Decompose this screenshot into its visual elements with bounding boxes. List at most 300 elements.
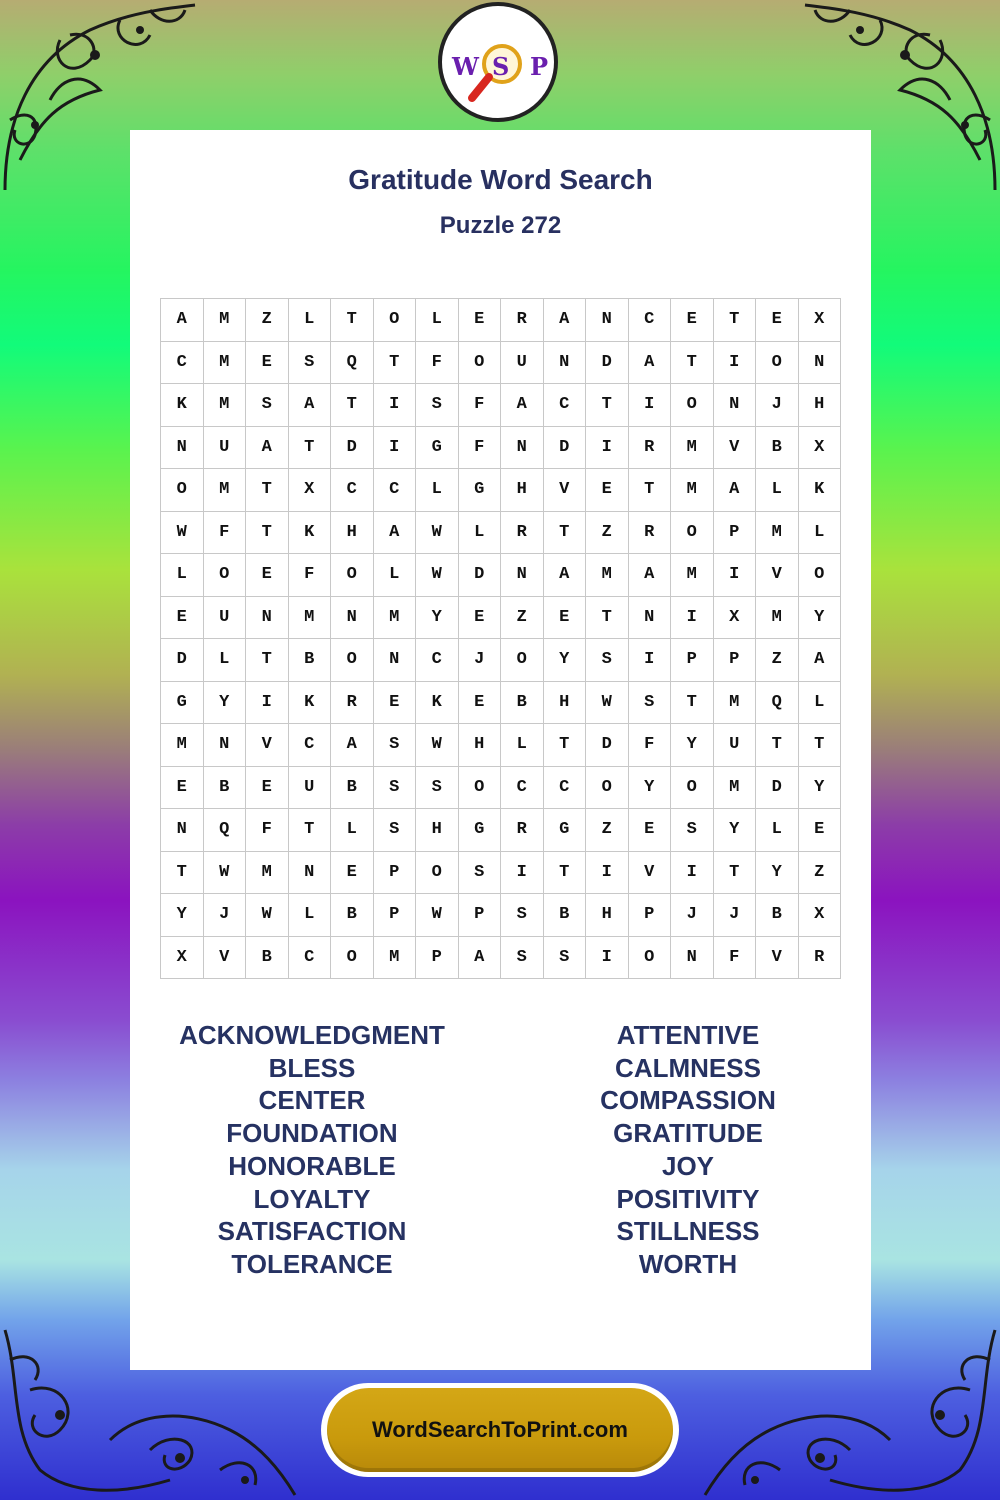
grid-cell[interactable]: P	[713, 511, 756, 554]
grid-cell[interactable]: H	[543, 681, 586, 724]
grid-cell[interactable]: V	[756, 554, 799, 597]
grid-cell[interactable]: C	[501, 766, 544, 809]
grid-cell[interactable]: H	[416, 809, 459, 852]
grid-cell[interactable]: D	[586, 341, 629, 384]
grid-cell[interactable]: M	[203, 299, 246, 342]
grid-cell[interactable]: M	[288, 596, 331, 639]
grid-cell[interactable]: K	[288, 511, 331, 554]
grid-cell[interactable]: W	[416, 554, 459, 597]
puzzle-number: Puzzle 272	[439, 212, 562, 239]
website-link-button[interactable]	[321, 1383, 679, 1477]
grid-row	[161, 809, 841, 852]
grid-cell[interactable]: P	[373, 851, 416, 894]
grid-cell[interactable]: F	[458, 384, 501, 427]
grid-row	[161, 384, 841, 427]
letter-grid	[160, 298, 841, 979]
grid-cell[interactable]: P	[671, 639, 714, 682]
grid-cell[interactable]: V	[246, 724, 289, 767]
grid-cell[interactable]: N	[331, 596, 374, 639]
grid-cell[interactable]: V	[713, 426, 756, 469]
grid-cell[interactable]: Z	[501, 596, 544, 639]
grid-cell[interactable]: T	[543, 851, 586, 894]
word-list-item: HONORABLE	[228, 1150, 396, 1181]
grid-cell[interactable]: H	[586, 894, 629, 937]
grid-cell[interactable]: B	[501, 681, 544, 724]
grid-cell[interactable]: T	[246, 469, 289, 512]
grid-cell[interactable]: O	[756, 341, 799, 384]
grid-cell[interactable]: T	[543, 511, 586, 554]
page-title: Gratitude Word Search	[348, 164, 653, 195]
grid-cell[interactable]: R	[628, 426, 671, 469]
grid-cell[interactable]: H	[798, 384, 841, 427]
grid-cell[interactable]: C	[288, 936, 331, 979]
grid-cell[interactable]: W	[203, 851, 246, 894]
grid-cell[interactable]: T	[713, 851, 756, 894]
grid-cell[interactable]: U	[203, 596, 246, 639]
word-list-item: ACKNOWLEDGMENT	[179, 1020, 445, 1050]
grid-cell[interactable]: V	[543, 469, 586, 512]
grid-cell[interactable]: J	[458, 639, 501, 682]
grid-cell[interactable]: T	[798, 724, 841, 767]
grid-cell[interactable]: M	[161, 724, 204, 767]
grid-cell[interactable]: N	[501, 426, 544, 469]
grid-cell[interactable]: P	[458, 894, 501, 937]
grid-cell[interactable]: F	[416, 341, 459, 384]
grid-cell[interactable]: I	[713, 554, 756, 597]
site-logo[interactable]	[438, 2, 558, 122]
grid-cell[interactable]: E	[586, 469, 629, 512]
grid-cell[interactable]: I	[373, 384, 416, 427]
puzzle-card	[130, 130, 871, 1370]
grid-cell[interactable]: O	[586, 766, 629, 809]
grid-cell[interactable]: E	[246, 341, 289, 384]
grid-cell[interactable]: M	[671, 554, 714, 597]
grid-cell[interactable]: N	[798, 341, 841, 384]
word-list-item: SATISFACTION	[217, 1216, 407, 1247]
grid-cell[interactable]: B	[756, 426, 799, 469]
grid-cell[interactable]: L	[798, 681, 841, 724]
word-list-item: CENTER	[258, 1085, 366, 1116]
grid-cell[interactable]: W	[416, 724, 459, 767]
grid-cell[interactable]: N	[161, 426, 204, 469]
grid-cell[interactable]: R	[501, 299, 544, 342]
grid-cell[interactable]: T	[331, 299, 374, 342]
grid-cell[interactable]: I	[586, 426, 629, 469]
grid-cell[interactable]: C	[373, 469, 416, 512]
grid-row	[161, 681, 841, 724]
word-list-item: GRATITUDE	[613, 1118, 763, 1149]
grid-cell[interactable]: W	[416, 511, 459, 554]
grid-cell[interactable]: B	[288, 639, 331, 682]
grid-cell[interactable]: T	[373, 341, 416, 384]
grid-cell[interactable]: N	[713, 384, 756, 427]
grid-cell[interactable]: T	[671, 681, 714, 724]
grid-cell[interactable]: I	[501, 851, 544, 894]
grid-cell[interactable]: E	[373, 681, 416, 724]
grid-cell[interactable]: O	[331, 554, 374, 597]
grid-cell[interactable]: K	[416, 681, 459, 724]
grid-cell[interactable]: L	[373, 554, 416, 597]
grid-cell[interactable]: O	[161, 469, 204, 512]
grid-cell[interactable]: S	[373, 766, 416, 809]
grid-cell[interactable]: I	[671, 851, 714, 894]
grid-cell[interactable]: L	[331, 809, 374, 852]
grid-cell[interactable]: X	[798, 426, 841, 469]
grid-cell[interactable]: T	[713, 299, 756, 342]
word-list-item: BLESS	[268, 1052, 356, 1083]
grid-cell[interactable]: R	[501, 511, 544, 554]
grid-cell[interactable]: K	[798, 469, 841, 512]
grid-cell[interactable]: S	[288, 341, 331, 384]
grid-cell[interactable]: M	[671, 469, 714, 512]
grid-cell[interactable]: B	[543, 894, 586, 937]
grid-cell[interactable]: G	[458, 809, 501, 852]
grid-cell[interactable]: Y	[756, 851, 799, 894]
grid-cell[interactable]: U	[288, 766, 331, 809]
grid-row	[161, 299, 841, 342]
grid-cell[interactable]: J	[713, 894, 756, 937]
grid-cell[interactable]: Y	[713, 809, 756, 852]
grid-cell[interactable]: N	[373, 639, 416, 682]
grid-cell[interactable]: H	[501, 469, 544, 512]
grid-row	[161, 341, 841, 384]
grid-cell[interactable]: C	[543, 766, 586, 809]
grid-cell[interactable]: Y	[416, 596, 459, 639]
word-list-item: ATTENTIVE	[616, 1020, 760, 1050]
grid-cell[interactable]: X	[161, 936, 204, 979]
grid-cell[interactable]: K	[161, 384, 204, 427]
grid-cell[interactable]: D	[543, 426, 586, 469]
grid-cell[interactable]: F	[203, 511, 246, 554]
grid-cell[interactable]: E	[458, 681, 501, 724]
grid-row	[161, 639, 841, 682]
grid-cell[interactable]: S	[246, 384, 289, 427]
word-list-right	[523, 1019, 853, 1281]
grid-cell[interactable]: E	[798, 809, 841, 852]
grid-cell[interactable]: O	[331, 639, 374, 682]
grid-cell[interactable]: Q	[203, 809, 246, 852]
grid-row	[161, 936, 841, 979]
grid-cell[interactable]: I	[586, 936, 629, 979]
grid-cell[interactable]: E	[628, 809, 671, 852]
grid-cell[interactable]: L	[756, 809, 799, 852]
grid-cell[interactable]: E	[161, 766, 204, 809]
grid-cell[interactable]: J	[756, 384, 799, 427]
grid-cell[interactable]: R	[628, 511, 671, 554]
grid-cell[interactable]: X	[798, 894, 841, 937]
grid-cell[interactable]: T	[161, 851, 204, 894]
grid-cell[interactable]: V	[203, 936, 246, 979]
grid-cell[interactable]: L	[288, 299, 331, 342]
grid-cell[interactable]: G	[458, 469, 501, 512]
grid-cell[interactable]: V	[756, 936, 799, 979]
grid-cell[interactable]: B	[331, 894, 374, 937]
grid-cell[interactable]: L	[756, 469, 799, 512]
grid-cell[interactable]: Y	[671, 724, 714, 767]
grid-cell[interactable]: I	[246, 681, 289, 724]
grid-cell[interactable]: M	[203, 469, 246, 512]
word-list-item: STILLNESS	[616, 1216, 760, 1247]
grid-cell[interactable]: P	[628, 894, 671, 937]
grid-cell[interactable]: M	[586, 554, 629, 597]
grid-cell[interactable]: I	[586, 851, 629, 894]
grid-cell[interactable]: B	[203, 766, 246, 809]
grid-cell[interactable]: O	[331, 936, 374, 979]
grid-cell[interactable]: T	[586, 384, 629, 427]
grid-cell[interactable]: C	[543, 384, 586, 427]
grid-cell[interactable]: M	[203, 341, 246, 384]
grid-cell[interactable]: O	[671, 384, 714, 427]
grid-cell[interactable]: P	[373, 894, 416, 937]
grid-cell[interactable]: M	[203, 384, 246, 427]
website-link-label[interactable]: WordSearchToPrint.com	[327, 1388, 673, 1472]
grid-cell[interactable]: Q	[331, 341, 374, 384]
grid-cell[interactable]: H	[458, 724, 501, 767]
grid-cell[interactable]: L	[203, 639, 246, 682]
grid-cell[interactable]: L	[416, 299, 459, 342]
grid-cell[interactable]: Q	[756, 681, 799, 724]
grid-cell[interactable]: V	[628, 851, 671, 894]
grid-cell[interactable]: O	[501, 639, 544, 682]
grid-cell[interactable]: S	[501, 936, 544, 979]
grid-cell[interactable]: T	[246, 639, 289, 682]
grid-cell[interactable]: O	[458, 341, 501, 384]
grid-cell[interactable]: F	[246, 809, 289, 852]
grid-cell[interactable]: D	[586, 724, 629, 767]
grid-cell[interactable]: D	[756, 766, 799, 809]
grid-cell[interactable]: L	[161, 554, 204, 597]
grid-cell[interactable]: S	[501, 894, 544, 937]
grid-cell[interactable]: N	[628, 596, 671, 639]
grid-cell[interactable]: M	[713, 766, 756, 809]
grid-cell[interactable]: D	[331, 426, 374, 469]
grid-cell[interactable]: N	[246, 596, 289, 639]
grid-cell[interactable]: L	[458, 511, 501, 554]
grid-cell[interactable]: N	[543, 341, 586, 384]
grid-cell[interactable]: F	[458, 426, 501, 469]
grid-cell[interactable]: A	[331, 724, 374, 767]
grid-cell[interactable]: O	[798, 554, 841, 597]
grid-cell[interactable]: X	[798, 299, 841, 342]
grid-cell[interactable]: T	[288, 809, 331, 852]
grid-cell[interactable]: A	[628, 341, 671, 384]
grid-cell[interactable]: S	[671, 809, 714, 852]
grid-cell[interactable]: R	[331, 681, 374, 724]
grid-cell[interactable]: L	[798, 511, 841, 554]
grid-cell[interactable]: Y	[543, 639, 586, 682]
logo-letter-w: W	[452, 52, 479, 81]
grid-cell[interactable]: T	[543, 724, 586, 767]
grid-cell[interactable]: J	[203, 894, 246, 937]
word-list-item: JOY	[661, 1150, 715, 1181]
grid-cell[interactable]: R	[798, 936, 841, 979]
grid-cell[interactable]: A	[543, 554, 586, 597]
word-list-item: FOUNDATION	[226, 1118, 398, 1149]
grid-cell[interactable]: B	[331, 766, 374, 809]
grid-cell[interactable]: A	[458, 936, 501, 979]
grid-cell[interactable]: M	[756, 596, 799, 639]
grid-cell[interactable]: T	[671, 341, 714, 384]
grid-cell[interactable]: M	[756, 511, 799, 554]
grid-cell[interactable]: N	[161, 809, 204, 852]
grid-cell[interactable]: F	[288, 554, 331, 597]
word-list-item: WORTH	[638, 1248, 738, 1279]
grid-cell[interactable]: S	[586, 639, 629, 682]
grid-cell[interactable]: L	[288, 894, 331, 937]
grid-row	[161, 894, 841, 937]
grid-cell[interactable]: E	[756, 299, 799, 342]
grid-cell[interactable]: T	[331, 384, 374, 427]
grid-cell[interactable]: S	[373, 809, 416, 852]
word-list-item: CALMNESS	[615, 1052, 761, 1083]
grid-cell[interactable]: W	[161, 511, 204, 554]
grid-row	[161, 554, 841, 597]
grid-cell[interactable]: J	[671, 894, 714, 937]
grid-cell[interactable]: N	[586, 299, 629, 342]
grid-cell[interactable]: E	[246, 766, 289, 809]
grid-cell[interactable]: O	[416, 851, 459, 894]
grid-cell[interactable]: K	[288, 681, 331, 724]
grid-cell[interactable]: G	[543, 809, 586, 852]
grid-cell[interactable]: O	[671, 766, 714, 809]
grid-cell[interactable]: E	[161, 596, 204, 639]
grid-cell[interactable]: T	[288, 426, 331, 469]
grid-cell[interactable]: M	[373, 596, 416, 639]
grid-cell[interactable]: C	[288, 724, 331, 767]
grid-cell[interactable]: W	[586, 681, 629, 724]
grid-cell[interactable]: O	[628, 936, 671, 979]
grid-cell[interactable]: N	[288, 851, 331, 894]
grid-cell[interactable]: I	[373, 426, 416, 469]
grid-row	[161, 596, 841, 639]
grid-row	[161, 511, 841, 554]
grid-row	[161, 724, 841, 767]
grid-cell[interactable]: A	[543, 299, 586, 342]
grid-cell[interactable]: O	[373, 299, 416, 342]
grid-cell[interactable]: R	[501, 809, 544, 852]
grid-cell[interactable]: Y	[628, 766, 671, 809]
grid-cell[interactable]: A	[246, 426, 289, 469]
grid-cell[interactable]: G	[161, 681, 204, 724]
grid-cell[interactable]: X	[288, 469, 331, 512]
grid-cell[interactable]: E	[671, 299, 714, 342]
grid-cell[interactable]: O	[203, 554, 246, 597]
grid-cell[interactable]: Y	[203, 681, 246, 724]
word-list-left	[147, 1019, 477, 1281]
grid-cell[interactable]: S	[416, 766, 459, 809]
grid-cell[interactable]: M	[713, 681, 756, 724]
grid-cell[interactable]: O	[671, 511, 714, 554]
grid-cell[interactable]: O	[458, 766, 501, 809]
grid-cell[interactable]: W	[416, 894, 459, 937]
grid-row	[161, 851, 841, 894]
grid-cell[interactable]: B	[756, 894, 799, 937]
grid-cell[interactable]: Y	[798, 766, 841, 809]
grid-cell[interactable]: Z	[246, 299, 289, 342]
grid-cell[interactable]: N	[501, 554, 544, 597]
grid-cell[interactable]: Z	[798, 851, 841, 894]
grid-cell[interactable]: A	[288, 384, 331, 427]
grid-cell[interactable]: Z	[586, 809, 629, 852]
grid-cell[interactable]: P	[713, 639, 756, 682]
grid-cell[interactable]: T	[586, 596, 629, 639]
grid-cell[interactable]: A	[501, 384, 544, 427]
grid-cell[interactable]: N	[203, 724, 246, 767]
grid-row	[161, 469, 841, 512]
grid-cell[interactable]: L	[416, 469, 459, 512]
grid-cell[interactable]: Y	[798, 596, 841, 639]
grid-row	[161, 766, 841, 809]
grid-cell[interactable]: X	[713, 596, 756, 639]
grid-cell[interactable]: M	[671, 426, 714, 469]
grid-cell[interactable]: I	[628, 639, 671, 682]
grid-cell[interactable]: T	[756, 724, 799, 767]
grid-cell[interactable]: P	[416, 936, 459, 979]
grid-cell[interactable]: T	[246, 511, 289, 554]
grid-cell[interactable]: G	[416, 426, 459, 469]
grid-cell[interactable]: I	[713, 341, 756, 384]
grid-cell[interactable]: F	[628, 724, 671, 767]
grid-cell[interactable]: A	[161, 299, 204, 342]
grid-cell[interactable]: T	[628, 469, 671, 512]
grid-cell[interactable]: D	[161, 639, 204, 682]
grid-cell[interactable]: S	[458, 851, 501, 894]
grid-cell[interactable]: I	[671, 596, 714, 639]
word-list-item: TOLERANCE	[231, 1248, 393, 1279]
grid-cell[interactable]: C	[161, 341, 204, 384]
grid-cell[interactable]: S	[416, 384, 459, 427]
grid-cell[interactable]: B	[246, 936, 289, 979]
grid-cell[interactable]: E	[458, 299, 501, 342]
grid-cell[interactable]: M	[373, 936, 416, 979]
grid-cell[interactable]: U	[713, 724, 756, 767]
grid-cell[interactable]: M	[246, 851, 289, 894]
grid-cell[interactable]: Z	[586, 511, 629, 554]
grid-cell[interactable]: H	[331, 511, 374, 554]
grid-cell[interactable]: U	[203, 426, 246, 469]
grid-cell[interactable]: E	[458, 596, 501, 639]
logo-letter-s: S	[492, 52, 510, 81]
grid-cell[interactable]: C	[331, 469, 374, 512]
grid-cell[interactable]: D	[458, 554, 501, 597]
grid-cell[interactable]: E	[246, 554, 289, 597]
word-list-item: POSITIVITY	[616, 1183, 760, 1214]
word-list-item: COMPASSION	[600, 1085, 776, 1116]
grid-cell[interactable]: Z	[756, 639, 799, 682]
grid-cell[interactable]: A	[713, 469, 756, 512]
grid-cell[interactable]: S	[628, 681, 671, 724]
grid-cell[interactable]: U	[501, 341, 544, 384]
grid-row	[161, 426, 841, 469]
grid-cell[interactable]: E	[543, 596, 586, 639]
word-list-item: LOYALTY	[253, 1183, 371, 1214]
grid-cell[interactable]: Y	[161, 894, 204, 937]
grid-cell[interactable]: A	[628, 554, 671, 597]
logo-letter-p: P	[530, 52, 549, 81]
grid-cell[interactable]: A	[798, 639, 841, 682]
grid-cell[interactable]: C	[416, 639, 459, 682]
grid-cell[interactable]: W	[246, 894, 289, 937]
grid-cell[interactable]: S	[543, 936, 586, 979]
grid-cell[interactable]: S	[373, 724, 416, 767]
grid-cell[interactable]: C	[628, 299, 671, 342]
grid-cell[interactable]: F	[713, 936, 756, 979]
grid-cell[interactable]: I	[628, 384, 671, 427]
grid-cell[interactable]: A	[373, 511, 416, 554]
grid-cell[interactable]: L	[501, 724, 544, 767]
grid-cell[interactable]: E	[331, 851, 374, 894]
grid-cell[interactable]: N	[671, 936, 714, 979]
